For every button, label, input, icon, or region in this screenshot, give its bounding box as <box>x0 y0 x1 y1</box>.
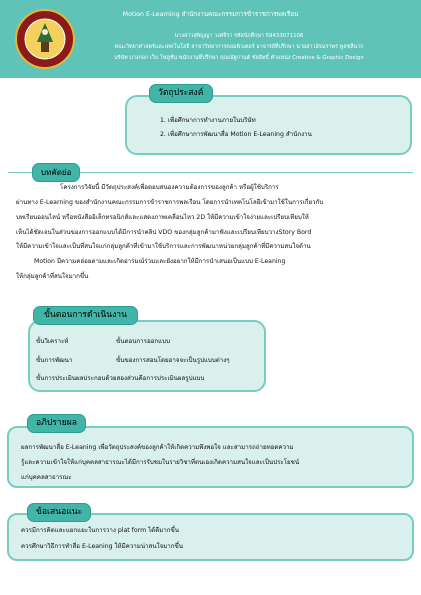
abstract-line-5: ให้มีความเข้าใจและเป็นที่สนใจแก่กลุ่มลูกค้าที่เข้ามาใช้บริการและการพัฒนาหน่วยกลุ่มลูกค้าที่มีความสนใจด้าน <box>16 243 311 250</box>
discussion-line-2: รู้และความเข้าใจให้แก่บุคคลสาธารณะได้มีการรับชมในรายวิชาที่ตนเองเกิดความสนใจและเป็นประโยชน์ <box>21 459 300 466</box>
header-line-company: บริษัท บางกอก เว็บ โซลูชั่น พนักงานที่ปรึกษา คุณณัฐกานต์ ชัยสิทธิ์ ตำแหน่ง Creative & Graphic Design <box>114 55 364 61</box>
process-step-develop: ขั้นการพัฒนา <box>36 357 73 364</box>
abstract-line-4: เห็นได้ชัดเจนในส่วนของการออกแบบได้มีการนำคลิป VDO ของกลุ่มลูกค้ามาฟังและเปรียบเทียบวางStory Bord <box>16 229 312 236</box>
abstract-line-1: โครงการวิจัยนี้ มีวัตถุประสงค์เพื่อตอบสนองความต้องการของลูกค้า หรือผู้ใช้บริการ <box>60 184 279 191</box>
process-heading: ขั้นตอนการดำเนินงาน <box>33 306 138 325</box>
process-step-analyze: ขั้นวิเคราะห์ <box>36 338 69 345</box>
header-line-student: นางสาวสุพิญญา วงศจีรา รหัสนักศึกษา 59433071106 <box>174 33 304 39</box>
process-step-teach: ขั้นของการสอนโดยอาจจะเป็นรูปแบบต่างๆ <box>116 357 230 364</box>
discussion-line-1: ผลการพัฒนาสื่อ E-Leaning เพื่อวัตถุประสงค์ของลูกค้าให้เกิดความพึงพอใจ และสามารถถ่ายทอดความ <box>21 444 294 451</box>
process-step-evaluate: ขั้นการประเมินผลประกอบด้วยสองส่วนคือการประเมินผลรูปแบบ <box>36 375 205 382</box>
suggestion-line-2: ควรศึกษาวิธีการทำสื่อ E-Leaning ให้มีความน่าสนใจมากขึ้น <box>21 543 183 550</box>
header-title: Motion E-Learning สำนักงานคณะกรรมการข้าราชการพลเรือน <box>122 11 299 18</box>
process-panel <box>28 320 266 392</box>
abstract-line-7: ให้กลุ่มลูกค้าที่สนใจมากขึ้น <box>16 273 89 280</box>
abstract-line-6: Motion มีความคล่อยตามและเกิดอารมณ์ร่วมและยังอยากให้มีการนำเสนอเป็นแบบ E-Leaning <box>34 258 286 265</box>
suggestion-line-1: ควรมีการคิดและแยกแยะในการวาง plat form ได้ดีมากขึ้น <box>21 527 179 534</box>
abstract-heading: บทคัดย่อ <box>32 163 80 182</box>
discussion-heading: อภิปรายผล <box>27 414 86 433</box>
discussion-panel <box>7 426 414 488</box>
objectives-panel <box>125 95 412 155</box>
objective-item-1: 1. เพื่อศึกษาการทำงานภายในบริษัท <box>160 117 256 124</box>
suggestion-heading: ข้อเสนอแนะ <box>27 503 91 522</box>
abstract-line-2: ผ่านทาง E-Learning ของสำนักงานคณะกรรมการข้าราชการพลเรือน โดยการนำเทคโนโลยีเข้ามาใช้ในการเกี่ยวกับ <box>16 199 324 206</box>
process-step-design: ขั้นตอนการออกแบบ <box>116 338 170 345</box>
header-banner <box>0 0 421 78</box>
header-line-faculty: คณะวิทยาศาสตร์และเทคโนโลยี สาขาวิทยาการคอมพิวเตอร์ อาจารย์ที่ปรึกษา นายสาวอัจฉราพร พูลชลีนาก <box>114 44 364 50</box>
objective-item-2: 2. เพื่อศึกษาการพัฒนาสื่อ Motion E-Leaning สำนักงาน <box>160 131 312 138</box>
objectives-heading: วัตถุประสงค์ <box>149 84 213 103</box>
discussion-line-3: แก่บุคคลสาธารณะ <box>21 474 72 481</box>
abstract-line-3: บทเรียนออนไลน์ หรือหนังสืออิเล็กทรอนิกส์และแสดงภาพเคลื่อนไหว 2D ให้มีความเข้าใจง่ายและเปรียบเทียบให้ <box>16 214 309 221</box>
